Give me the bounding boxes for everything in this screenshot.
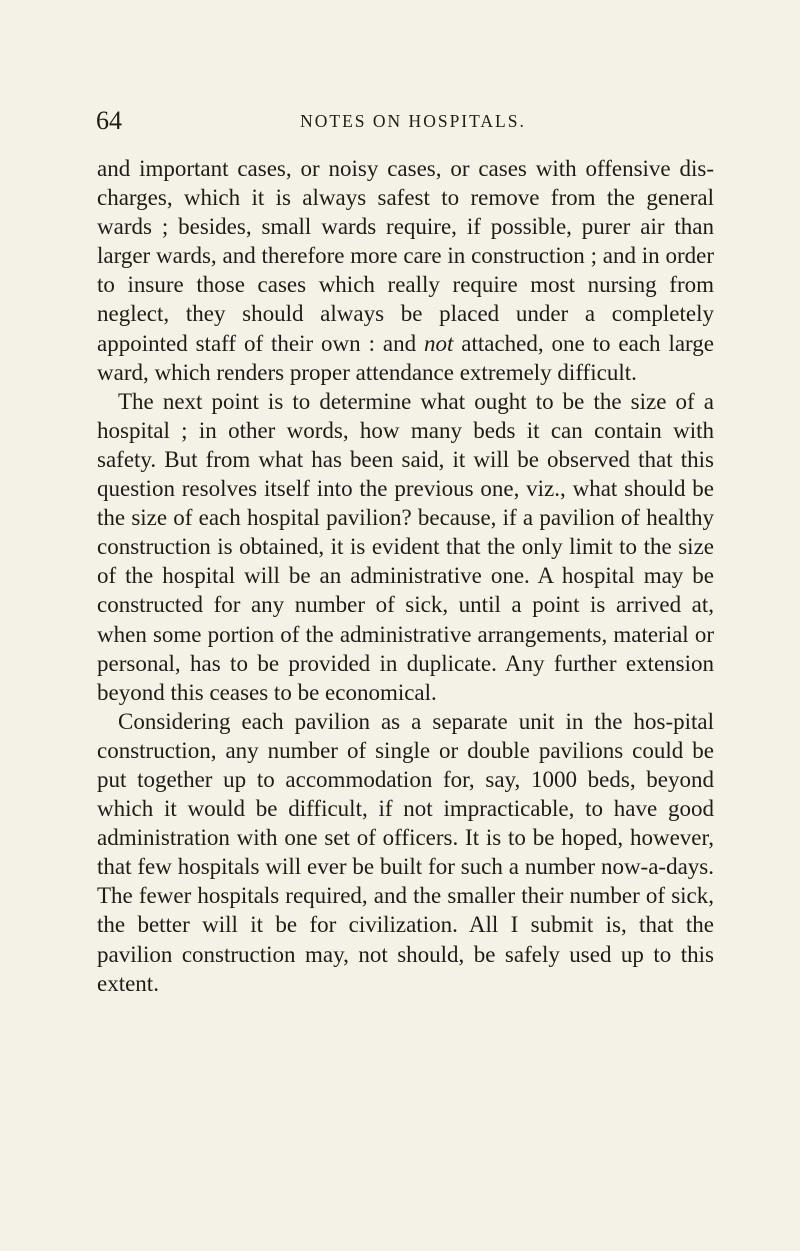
paragraph-text: attached, one to each large ward, which renders proper attendance extremely difficult. bbox=[97, 330, 714, 385]
running-title: NOTES ON HOSPITALS. bbox=[300, 111, 526, 131]
paragraph-hospital-size: The next point is to determine what ought to be the size of a hospital ; in other words, how many beds it can contain with safety. But from what has been said, it will be observed that this question resolves itself into the previous one, viz., what should be the size of each hospital pavilion? because, if a pavilion of healthy construction is obtained, it is evident that the only limit to the size of the hospital will be an administrative one. A hospital may be constructed for any number of sick, until a point is arrived at, when some portion of the administrative arrangements, material or personal, has to be provided in duplicate. Any further extension beyond this ceases to be economical. bbox=[97, 388, 714, 705]
italic-emphasis: not bbox=[423, 330, 454, 356]
running-head bbox=[96, 106, 712, 136]
body-text bbox=[97, 154, 714, 998]
page-number: 64 bbox=[96, 106, 122, 135]
paragraph-continuation bbox=[97, 154, 714, 387]
paragraph-text: and important cases, or noisy cases, or cases with offensive dis-charges, which it is always safest to remove from the general wards ; besides, small wards require, if possible, purer air than larger wards, and therefore more care in construction ; and in order to insure those cases which really require most nursing from neglect, they should always be placed under a completely appointed staff of their own : and bbox=[97, 156, 714, 356]
paragraph-pavilion-unit: Considering each pavilion as a separate unit in the hos-pital construction, any number of single or double pavilions could be put together up to accommodation for, say, 1000 beds, beyond which it would be difficult, if not impracticable, to have good administration with one set of officers. It is to be hoped, however, that few hospitals will ever be built for such a number now-a-days. The fewer hospitals required, and the smaller their number of sick, the better will it be for civilization. All I submit is, that the pavilion construction may, not should, be safely used up to this extent. bbox=[97, 708, 714, 996]
